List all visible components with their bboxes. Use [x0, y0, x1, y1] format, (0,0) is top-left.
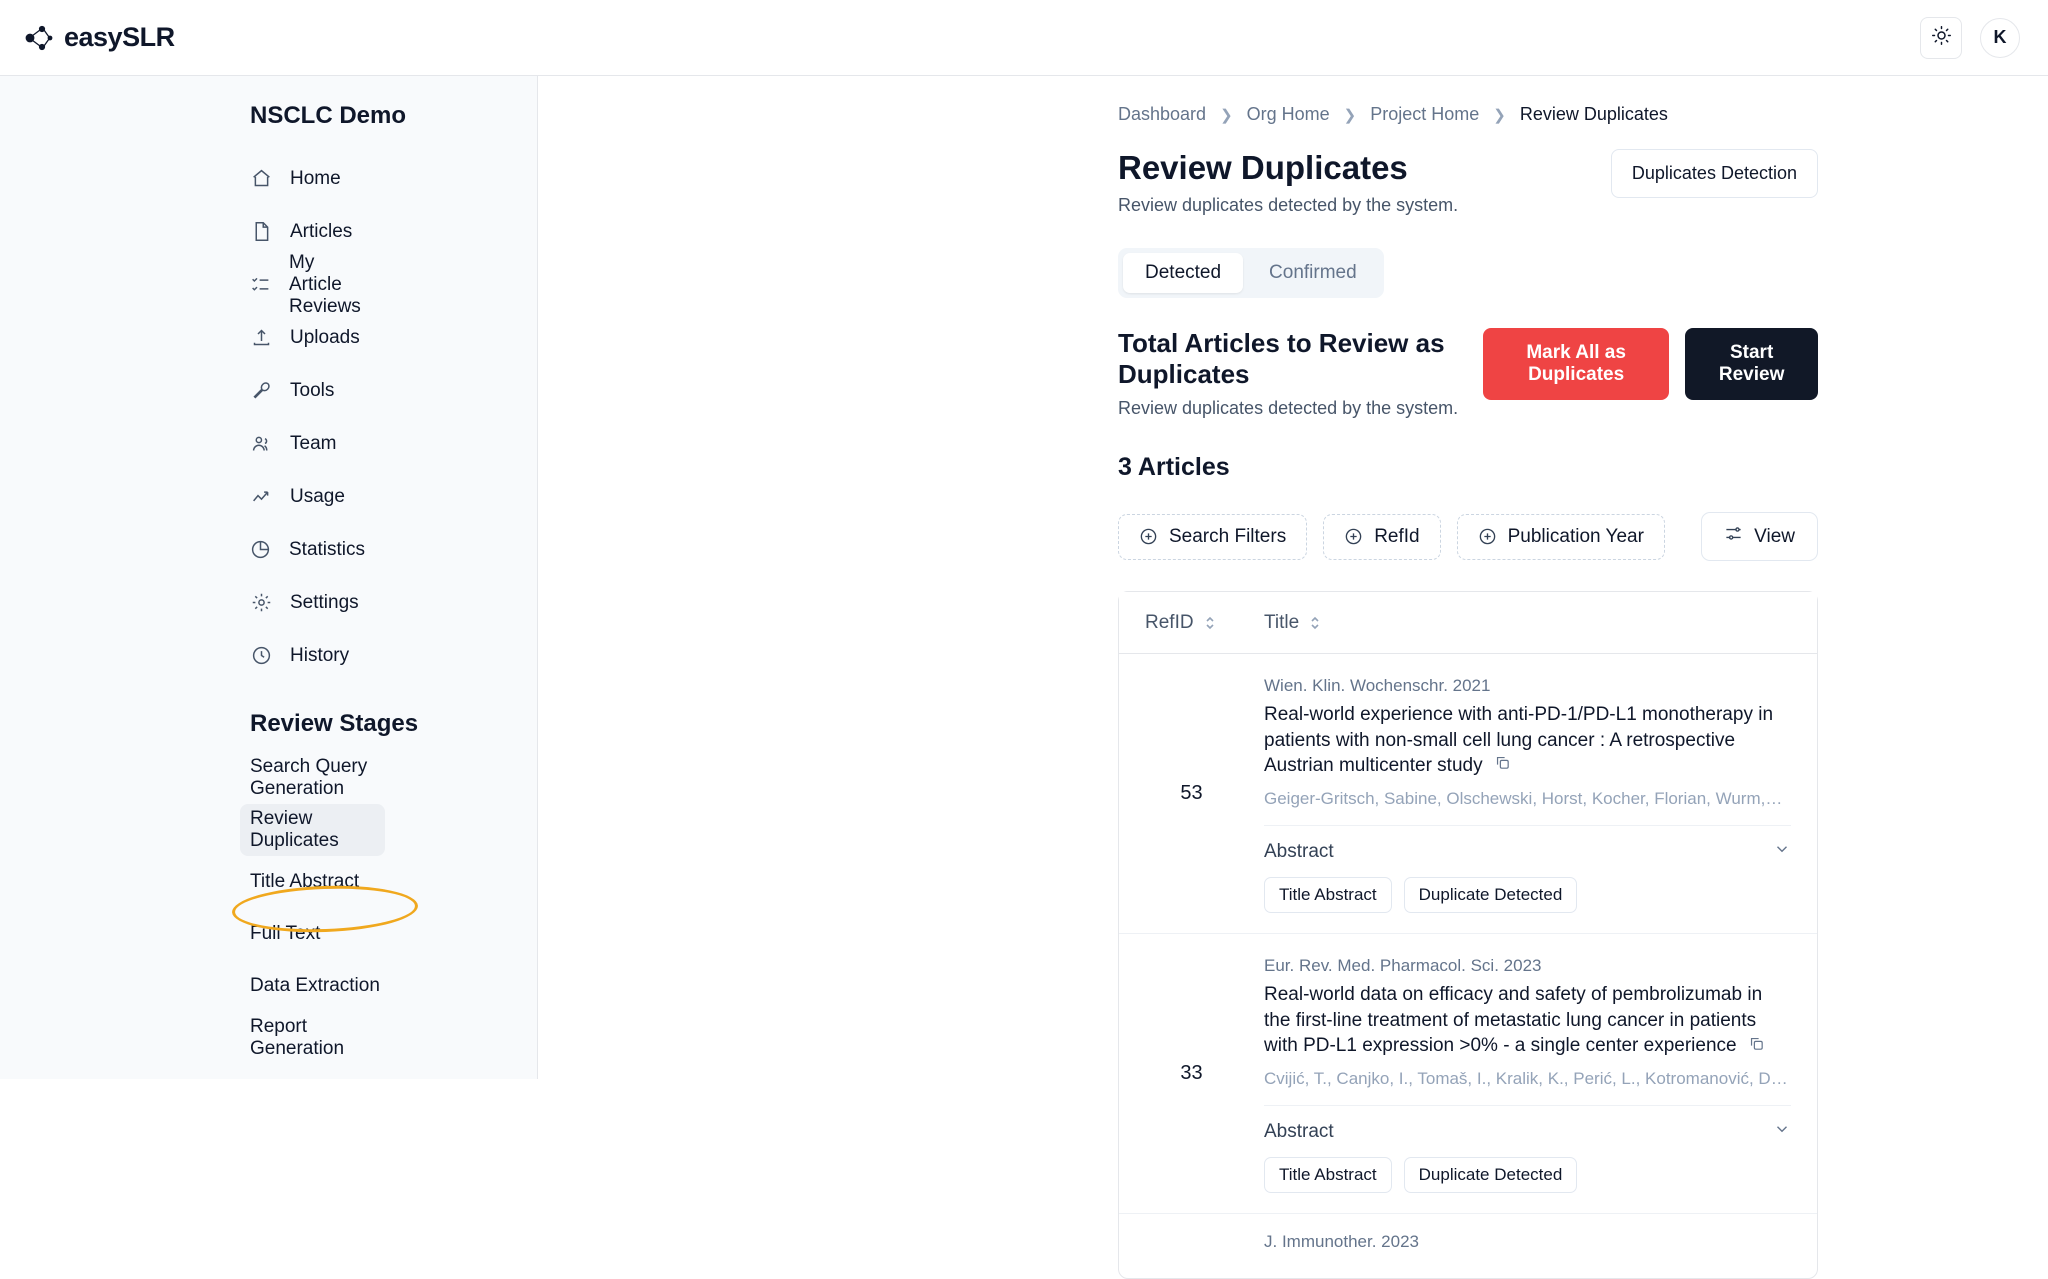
article-title[interactable]: [1264, 982, 1791, 1059]
journal-citation: Eur. Rev. Med. Pharmacol. Sci. 2023: [1264, 956, 1542, 976]
article-title[interactable]: [1264, 702, 1791, 779]
review-stages-list: [0, 752, 537, 1064]
sidebar-item-uploads[interactable]: [240, 311, 362, 364]
sidebar-item-team[interactable]: [240, 417, 362, 470]
sidebar-item-my-article-reviews[interactable]: [240, 251, 362, 317]
breadcrumb: [1118, 104, 1818, 125]
view-options-button[interactable]: [1701, 512, 1818, 561]
abstract-label: Abstract: [1264, 1120, 1334, 1142]
column-header-title[interactable]: [1264, 612, 1321, 634]
stage-item-title-abstract[interactable]: [240, 856, 385, 908]
filter-bar: [1118, 512, 1818, 561]
refid-filter-label: RefId: [1374, 525, 1420, 547]
sidebar-item-label: Statistics: [289, 538, 366, 560]
users-icon: [250, 433, 272, 455]
badge-group: [1264, 1157, 1791, 1193]
sidebar-item-usage[interactable]: [240, 470, 362, 523]
sidebar-item-label: My Article Reviews: [289, 251, 361, 317]
chevron-down-icon: [1773, 1120, 1791, 1143]
plus-circle-icon: [1478, 527, 1497, 546]
sidebar-item-label: History: [290, 644, 350, 666]
search-filters-button[interactable]: [1118, 514, 1307, 560]
badge-group: [1264, 877, 1791, 913]
cell-refid: 53: [1180, 782, 1203, 805]
sidebar-item-label: Articles: [290, 220, 353, 242]
avatar[interactable]: K: [1980, 18, 2020, 58]
stage-item-search-query-generation[interactable]: [240, 752, 385, 804]
chevron-down-icon: [1773, 840, 1791, 863]
breadcrumb-project-home[interactable]: Project Home: [1370, 104, 1480, 124]
page-subtitle: Review duplicates detected by the system.: [1118, 195, 1459, 215]
cell-refid: [1119, 1214, 1264, 1278]
stage-label: Review Duplicates: [250, 808, 339, 851]
chart-line-icon: [250, 486, 272, 508]
stage-item-data-extraction[interactable]: [240, 960, 385, 1012]
sidebar-item-articles[interactable]: [240, 205, 362, 258]
journal-citation: J. Immunother. 2023: [1264, 1232, 1419, 1252]
cell-article: [1264, 934, 1817, 1213]
breadcrumb-dashboard[interactable]: Dashboard: [1118, 104, 1207, 124]
sidebar-item-label: Tools: [290, 379, 335, 401]
abstract-label: Abstract: [1264, 840, 1334, 862]
column-header-refid[interactable]: [1119, 612, 1264, 634]
page-title: Review Duplicates: [1118, 149, 1408, 186]
duplicates-table: [1118, 591, 1818, 1279]
section-subtitle: Review duplicates detected by the system.: [1118, 398, 1459, 418]
status-badge[interactable]: Duplicate Detected: [1404, 1157, 1578, 1193]
breadcrumb-org-home[interactable]: Org Home: [1246, 104, 1330, 124]
sidebar-item-label: Home: [290, 167, 341, 189]
sidebar-item-label: Uploads: [290, 326, 360, 348]
review-stages-title: Review Stages: [250, 710, 419, 737]
section-header: [1118, 328, 1818, 419]
sidebar-item-settings[interactable]: [240, 576, 362, 629]
theme-toggle-button[interactable]: [1920, 17, 1962, 59]
copy-icon[interactable]: [1748, 1034, 1765, 1060]
stage-label: Title Abstract: [250, 871, 360, 892]
stage-item-report-generation[interactable]: [240, 1012, 385, 1064]
view-label: View: [1754, 525, 1795, 547]
mark-all-as-duplicates-button[interactable]: Mark All as Duplicates: [1483, 328, 1669, 400]
status-badge[interactable]: Title Abstract: [1264, 877, 1392, 913]
plus-circle-icon: [1139, 527, 1158, 546]
sort-icon[interactable]: [1204, 614, 1216, 632]
gear-icon: [250, 592, 272, 614]
document-icon: [250, 221, 272, 243]
wrench-icon: [250, 380, 272, 402]
upload-icon: [250, 327, 272, 349]
page-header: [1118, 149, 1818, 216]
abstract-toggle[interactable]: [1264, 1105, 1791, 1143]
tab-bar: [1118, 248, 1384, 298]
stage-item-full-text[interactable]: [240, 908, 385, 960]
duplicates-detection-button[interactable]: Duplicates Detection: [1611, 149, 1818, 198]
pie-chart-icon: [250, 539, 271, 561]
sidebar-item-history[interactable]: [240, 629, 362, 682]
chevron-right-icon: ❯: [1343, 106, 1357, 124]
section-title: Total Articles to Review as Duplicates: [1118, 328, 1445, 389]
sidebar-item-label: Settings: [290, 591, 359, 613]
breadcrumb-current: Review Duplicates: [1519, 104, 1668, 124]
article-authors: Geiger-Gritsch, Sabine, Olschewski, Horst, Kocher, Florian, Wurm,…: [1264, 789, 1783, 809]
publication-year-filter-label: Publication Year: [1507, 525, 1644, 547]
stage-label: Full Text: [250, 923, 321, 944]
table-header: [1119, 592, 1817, 654]
column-label: RefID: [1145, 611, 1194, 633]
sort-icon[interactable]: [1309, 614, 1321, 632]
article-authors: Cvijić, T., Canjko, I., Tomaš, I., Kralik, K., Perić, L., Kotromanović, D…: [1264, 1069, 1788, 1089]
stage-label: Data Extraction: [250, 975, 380, 996]
section-actions: [1483, 328, 1818, 400]
project-title: NSCLC Demo: [250, 102, 407, 129]
stage-label: Search Query Generation: [250, 756, 368, 799]
sidebar-item-statistics[interactable]: [240, 523, 366, 576]
home-icon: [250, 168, 272, 190]
sidebar-item-tools[interactable]: [240, 364, 362, 417]
search-filters-label: Search Filters: [1169, 525, 1287, 547]
start-review-button[interactable]: Start Review: [1685, 328, 1818, 400]
table-row[interactable]: [1119, 1214, 1817, 1278]
body: [0, 76, 2048, 1252]
sun-icon: [1931, 25, 1952, 51]
cell-refid: 33: [1180, 1062, 1203, 1085]
chevron-right-icon: ❯: [1493, 106, 1506, 124]
journal-citation: Wien. Klin. Wochenschr. 2021: [1264, 676, 1491, 695]
articles-count: 3 Articles: [1118, 453, 1230, 481]
article-title-text: Real-world data on efficacy and safety of pembrolizumab in the first-line treatment of metastatic lung cancer in patients with PD-L1 expression >0% - a single center experience: [1264, 984, 1763, 1057]
article-title-text: Real-world experience with anti-PD-1/PD-L1 monotherapy in patients with non-small cell lung cancer : A retrospective Austrian multicenter study: [1264, 704, 1774, 777]
sliders-icon: [1724, 524, 1743, 549]
cell-article: [1264, 1214, 1817, 1278]
status-badge[interactable]: Title Abstract: [1264, 1157, 1392, 1193]
table-row[interactable]: [1119, 654, 1817, 934]
stage-item-review-duplicates[interactable]: [240, 804, 385, 856]
refid-filter-button[interactable]: [1323, 514, 1440, 560]
table-row[interactable]: [1119, 934, 1817, 1214]
tab-detected[interactable]: Detected: [1123, 253, 1243, 293]
abstract-toggle[interactable]: [1264, 825, 1791, 863]
sidebar: [0, 76, 538, 1079]
publication-year-filter-button[interactable]: [1457, 514, 1665, 560]
plus-circle-icon: [1344, 527, 1363, 546]
top-bar: [0, 0, 2048, 76]
easyslr-logo-icon: [24, 23, 54, 53]
column-label: Title: [1264, 611, 1300, 633]
sidebar-item-label: Team: [290, 432, 337, 454]
stage-label: Report Generation: [250, 1016, 345, 1059]
main-content: [538, 76, 2048, 1252]
chevron-right-icon: ❯: [1220, 106, 1233, 124]
checklist-icon: [250, 274, 271, 296]
sidebar-item-home[interactable]: [240, 152, 362, 205]
tab-confirmed[interactable]: Confirmed: [1269, 262, 1357, 283]
status-badge[interactable]: Duplicate Detected: [1404, 877, 1578, 913]
brand-logo[interactable]: [24, 22, 175, 53]
sidebar-item-label: Usage: [290, 485, 345, 507]
top-bar-actions: [1920, 17, 2020, 59]
sidebar-nav: [0, 152, 537, 682]
copy-icon[interactable]: [1494, 753, 1511, 779]
cell-article: [1264, 654, 1817, 933]
clock-icon: [250, 645, 272, 667]
brand-name: easySLR: [64, 22, 175, 52]
